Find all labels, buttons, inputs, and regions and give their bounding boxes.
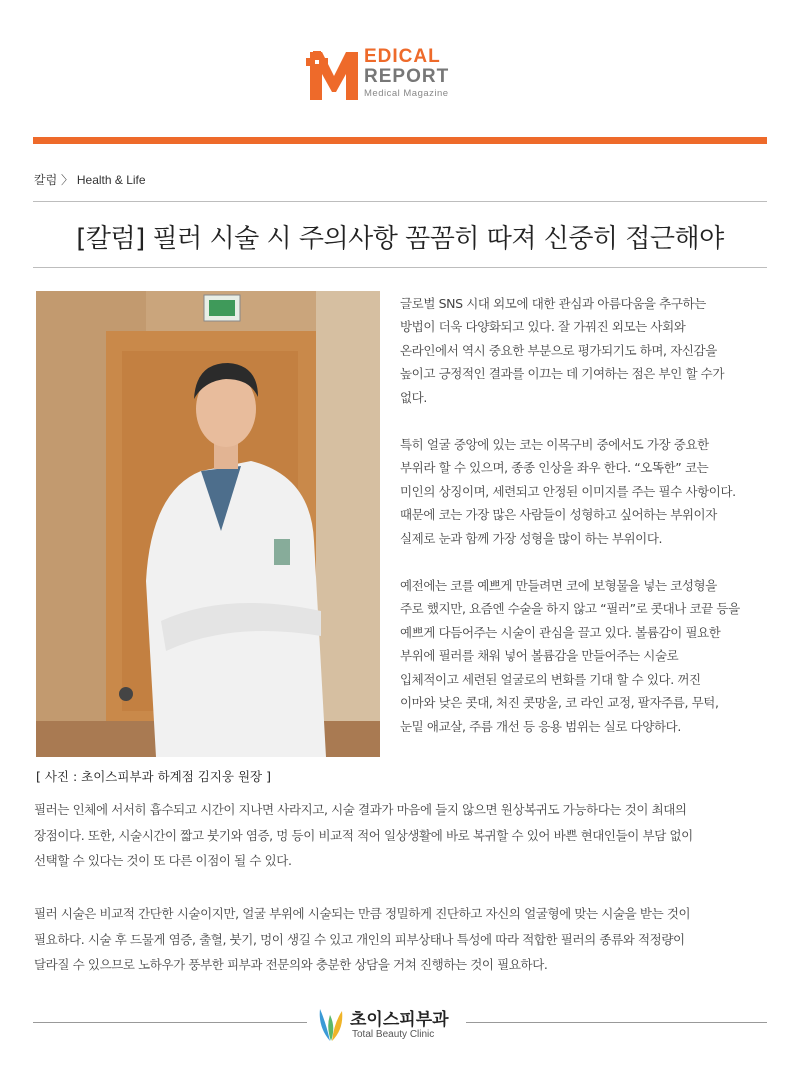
breadcrumb-section[interactable]: 칼럼: [34, 173, 58, 187]
photo-caption: [ 사진 : 초이스피부과 하계점 김지웅 원장 ]: [36, 769, 271, 784]
logo-text-report: REPORT: [364, 66, 450, 87]
title-bottom-rule: [33, 267, 767, 268]
clinic-subtitle: Total Beauty Clinic: [352, 1029, 435, 1040]
title-top-rule: [33, 201, 767, 202]
clinic-logo[interactable]: [316, 1002, 466, 1048]
intro-paragraph-1: 글로벌 SNS 시대 외모에 대한 관심과 아름다움을 추구하는 방법이 더욱 다양화되고 있다. 잘 가꿔진 외모는 사회와 온라인에서 역시 중요한 부분으로 평가되기도 하며, 자신감을 높이고 긍정적인 결과를 이끄는 데 기여하는 점은 부인 할 수가 없다.: [400, 296, 725, 405]
logo-text-medical: EDICAL: [364, 46, 441, 67]
breadcrumb-separator: 〉: [61, 173, 74, 187]
body-paragraph-2: 필러 시술은 비교적 간단한 시술이지만, 얼굴 부위에 시술되는 만큼 정밀하게 진단하고 자신의 얼굴형에 맞는 시술을 받는 것이 필요하다. 시술 후 드물게 염증, 출혈, 붓기, 멍이 생길 수 있고 개인의 피부상태나 특성에 따라 적합한 필러의 종류와 적정량이 달라질 수 있으므로 노하우가 풍부한 피부과 전문의와 충분한 상담을 거쳐 진행하는 것이 필요하다.: [34, 906, 691, 972]
breadcrumb-subsection[interactable]: Health & Life: [76, 173, 146, 187]
footer-rule-left: [33, 1022, 307, 1023]
clinic-name: 초이스피부과: [350, 1010, 449, 1030]
clinic-leaf-icon: [316, 1007, 346, 1043]
article-intro-column: [400, 292, 770, 762]
header-divider: [33, 137, 767, 144]
medical-report-logo[interactable]: [306, 46, 476, 102]
intro-paragraph-2: 특히 얼굴 중앙에 있는 코는 이목구비 중에서도 가장 중요한 부위라 할 수 있으며, 종종 인상을 좌우 한다. “오똑한” 코는 미인의 상징이며, 세련되고 안정된 이미지를 주는 필수 사항이다. 때문에 코는 가장 많은 사람들이 성형하고 싶어하는 부위이자 실제로 눈과 함께 가장 성형을 많이 하는 부위이다.: [400, 437, 736, 546]
footer-rule-right: [466, 1022, 767, 1023]
intro-paragraph-3: 예전에는 코를 예쁘게 만들려면 코에 보형물을 넣는 코성형을 주로 했지만, 요즘엔 수술을 하지 않고 “필러”로 콧대나 코끝 등을 예쁘게 다듬어주는 시술이 관심을 끌고 있다. 볼륨감이 필요한 부위에 필러를 채워 넣어 볼륨감을 만들어주는 시술로 입체적이고 세련된 얼굴로의 변화를 기대 할 수 있다. 꺼진 이마와 낮은 콧대, 처진 콧망울, 코 라인 교정, 팔자주름, 무턱, 눈밑 애교살, 주름 개선 등 응용 범위는 실로 다양하다.: [400, 578, 740, 734]
medical-cross-m-icon: [306, 46, 362, 100]
breadcrumb: [34, 171, 146, 188]
doctor-photo: [36, 291, 380, 757]
logo-tagline: Medical Magazine: [364, 88, 449, 99]
article-title: [칼럼] 필러 시술 시 주의사항 꼼꼼히 따져 신중히 접근해야: [76, 224, 724, 254]
body-paragraph-1: 필러는 인체에 서서히 흡수되고 시간이 지나면 사라지고, 시술 결과가 마음에 들지 않으면 원상복귀도 가능하다는 것이 최대의 장점이다. 또한, 시술시간이 짧고 붓기와 염증, 멍 등이 비교적 적어 일상생활에 바로 복귀할 수 있어 바쁜 현대인들이 부담 없이 선택할 수 있다는 것이 또 다른 이점이 될 수 있다.: [34, 802, 693, 868]
